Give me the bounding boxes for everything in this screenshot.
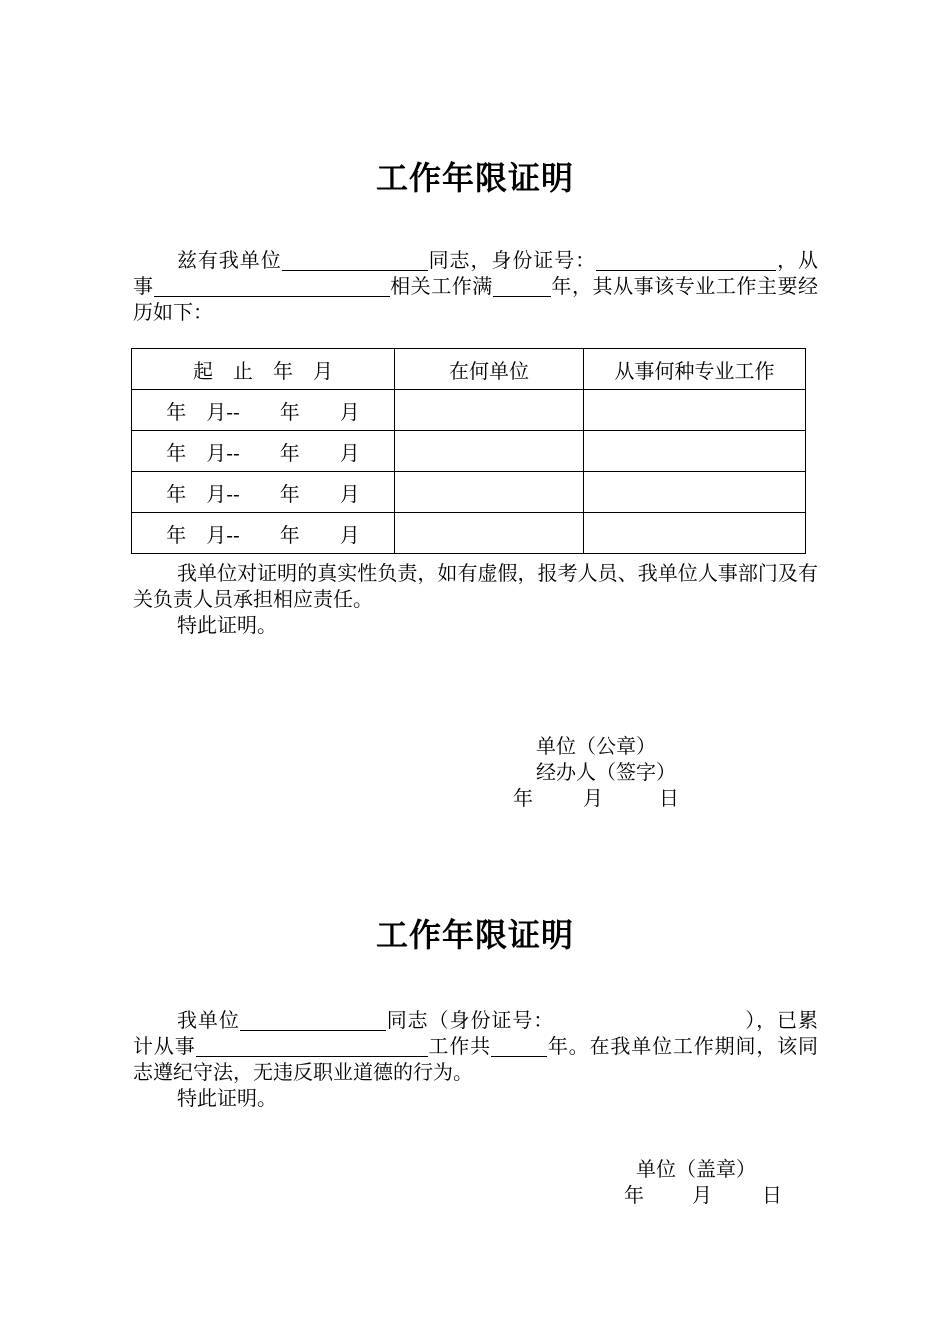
header-period: 起 止 年 月 <box>132 349 395 390</box>
row2-unit[interactable] <box>395 431 584 472</box>
cert1-history-table <box>131 348 806 554</box>
cert1-date-month: 月 <box>583 786 603 810</box>
row2-period[interactable]: 年 月-- 年 月 <box>132 431 395 472</box>
cert2-closing: 特此证明。 <box>177 1086 277 1110</box>
table-row <box>132 472 806 513</box>
cert2-intro-text-5: 年。在我单位工作期间，该同志遵纪守法，无违反职业道德的行为。 <box>133 1034 819 1084</box>
table-row <box>132 390 806 431</box>
table-row <box>132 431 806 472</box>
row3-work[interactable] <box>584 472 806 513</box>
cert1-id-blank[interactable] <box>596 250 776 271</box>
cert2-intro-text-1: 我单位 <box>177 1008 240 1032</box>
cert1-intro-text-5: 年，其从事该专业工作主要经历如下： <box>133 274 819 324</box>
cert1-date-year: 年 <box>513 786 533 810</box>
row4-work[interactable] <box>584 513 806 554</box>
cert1-years-blank[interactable] <box>493 276 551 297</box>
cert2-intro-text-2: 同志（身份证号： <box>385 1008 555 1032</box>
cert2-intro-text-4: 工作共 <box>427 1034 491 1058</box>
cert2-name-blank[interactable] <box>240 1010 386 1031</box>
cert2-field-blank[interactable] <box>196 1036 428 1057</box>
cert1-responsibility-paragraph: 我单位对证明的真实性负责，如有虚假，报考人员、我单位人事部门及有关负责人员承担相应责任。 <box>133 561 818 611</box>
cert2-date-month: 月 <box>692 1183 712 1207</box>
cert1-name-blank[interactable] <box>282 250 428 271</box>
cert1-intro-text-1: 兹有我单位 <box>177 248 282 272</box>
cert1-field-blank[interactable] <box>154 276 390 297</box>
row1-unit[interactable] <box>395 390 584 431</box>
cert1-sign-unit: 单位（公章） <box>536 734 656 758</box>
row1-work[interactable] <box>584 390 806 431</box>
row4-unit[interactable] <box>395 513 584 554</box>
header-work: 从事何种专业工作 <box>584 349 806 390</box>
table-header-row <box>132 349 806 390</box>
cert2-date-year: 年 <box>624 1183 644 1207</box>
cert2-intro-paragraph <box>133 1007 818 1085</box>
cert1-date <box>513 785 679 811</box>
table-row <box>132 513 806 554</box>
header-unit: 在何单位 <box>395 349 584 390</box>
cert1-sign-person: 经办人（签字） <box>536 760 676 784</box>
row3-period[interactable]: 年 月-- 年 月 <box>132 472 395 513</box>
cert2-title: 工作年限证明 <box>375 916 574 954</box>
row4-period[interactable]: 年 月-- 年 月 <box>132 513 395 554</box>
cert1-intro-text-3: ，从事 <box>133 248 818 298</box>
cert2-years-blank[interactable] <box>491 1036 547 1057</box>
row3-unit[interactable] <box>395 472 584 513</box>
row2-work[interactable] <box>584 431 806 472</box>
cert2-sign-unit: 单位（盖章） <box>636 1157 756 1181</box>
cert1-closing: 特此证明。 <box>177 613 277 637</box>
cert2-date <box>624 1182 782 1208</box>
cert2-date-day: 日 <box>762 1183 782 1207</box>
cert1-intro-paragraph <box>133 247 818 325</box>
row1-period[interactable]: 年 月-- 年 月 <box>132 390 395 431</box>
cert1-date-day: 日 <box>659 786 679 810</box>
cert1-intro-text-4: 相关工作满 <box>389 274 493 298</box>
cert1-intro-text-2: 同志，身份证号： <box>427 248 597 272</box>
cert2-intro-text-3: ），已累计从事 <box>133 1008 818 1058</box>
cert1-title: 工作年限证明 <box>375 159 574 197</box>
